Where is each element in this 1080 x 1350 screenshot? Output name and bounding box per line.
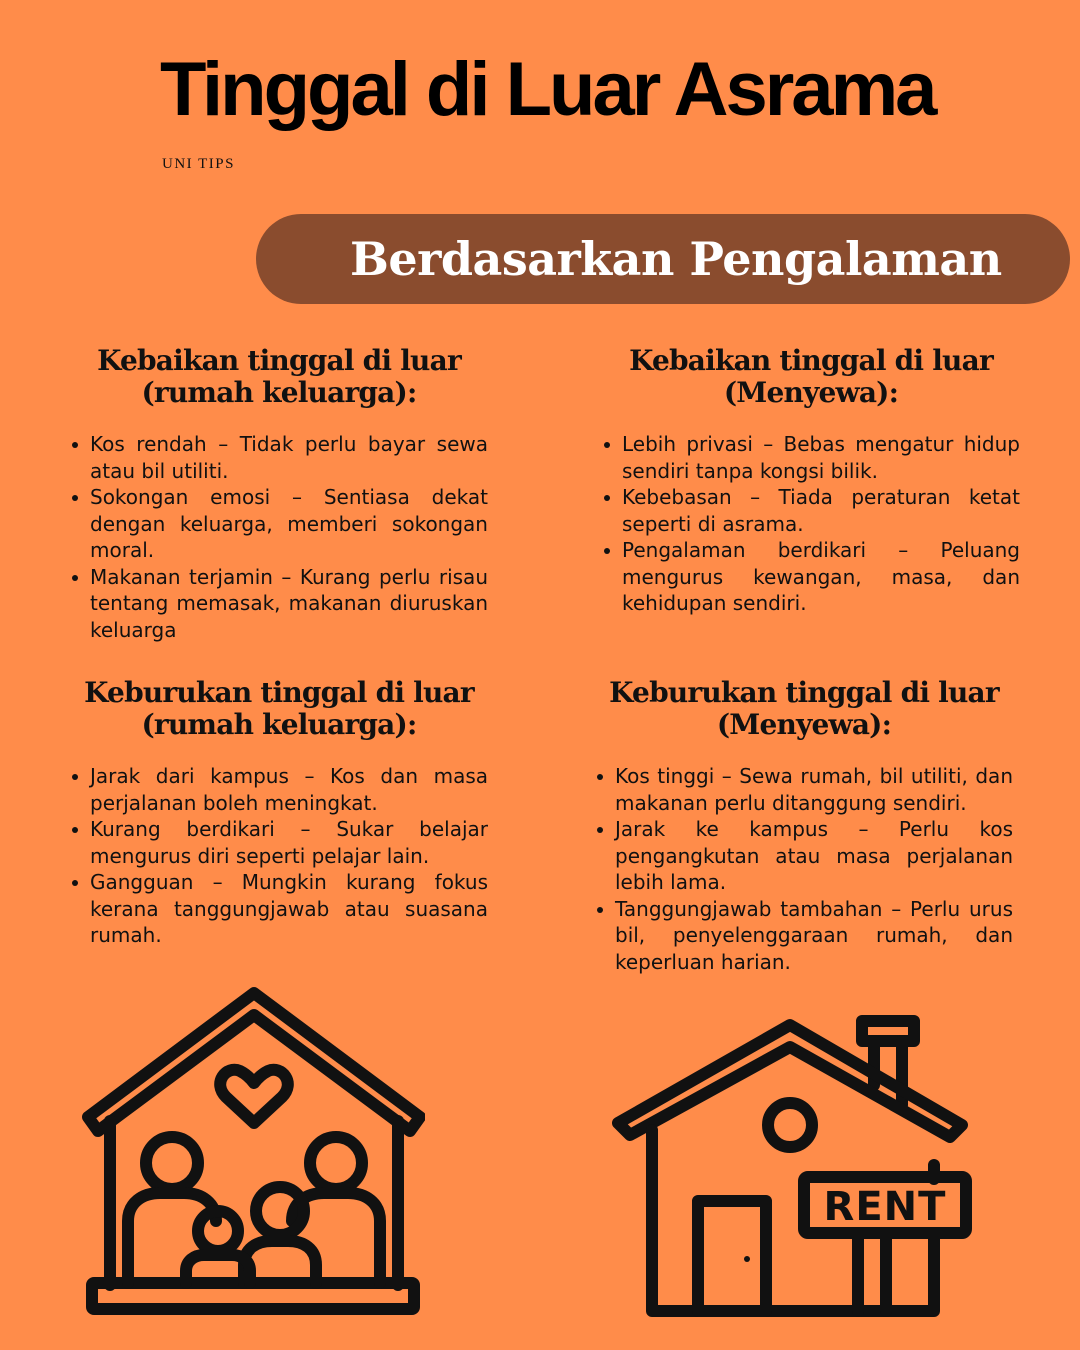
heading-line-1: Kebaikan tinggal di luar [97,344,461,377]
section-heading [70,677,488,741]
bullet-list [602,431,1020,617]
section-cons-rent [595,677,1013,975]
section-heading [70,345,488,409]
heading-line-2: (Menyewa): [723,376,899,409]
list-item: Kos rendah – Tidak perlu bayar sewa atau bil utiliti. [70,431,488,484]
heading-line-2: (rumah keluarga): [141,708,417,741]
heading-line-1: Kebaikan tinggal di luar [629,344,993,377]
bullet-list [595,763,1013,975]
banner [256,214,1070,304]
list-item: Kos tinggi – Sewa rumah, bil utiliti, dan makanan perlu ditanggung sendiri. [595,763,1013,816]
list-item: Kurang berdikari – Sukar belajar mengurus diri seperti pelajar lain. [70,816,488,869]
rent-house-icon [612,1015,974,1320]
list-item: Gangguan – Mungkin kurang fokus kerana tanggungjawab atau suasana rumah. [70,869,488,949]
banner-text: Berdasarkan Pengalaman [350,232,1002,286]
list-item: Lebih privasi – Bebas mengatur hidup sendiri tanpa kongsi bilik. [602,431,1020,484]
heading-line-2: (rumah keluarga): [141,376,417,409]
list-item: Kebebasan – Tiada peraturan ketat seperti di asrama. [602,484,1020,537]
section-pros-rent [602,345,1020,617]
heading-line-1: Keburukan tinggal di luar [609,676,999,709]
list-item: Jarak ke kampus – Perlu kos pengangkutan atau masa perjalanan lebih lama. [595,816,1013,896]
list-item: Tanggungjawab tambahan – Perlu urus bil, penyelenggaraan rumah, dan keperluan harian. [595,896,1013,976]
section-heading [602,345,1020,409]
list-item: Pengalaman berdikari – Peluang mengurus kewangan, masa, dan kehidupan sendiri. [602,537,1020,617]
brand-label: UNI TIPS [162,156,235,172]
family-house-icon [80,985,425,1320]
list-item: Jarak dari kampus – Kos dan masa perjalanan boleh meningkat. [70,763,488,816]
section-cons-family [70,677,488,949]
page-title: Tinggal di Luar Asrama [160,47,935,132]
bullet-list [70,431,488,643]
heading-line-1: Keburukan tinggal di luar [84,676,474,709]
rent-sign-text: RENT [823,1184,947,1230]
section-pros-family [70,345,488,643]
list-item: Sokongan emosi – Sentiasa dekat dengan keluarga, memberi sokongan moral. [70,484,488,564]
bullet-list [70,763,488,949]
section-heading [595,677,1013,741]
list-item: Makanan terjamin – Kurang perlu risau tentang memasak, makanan diuruskan keluarga [70,564,488,644]
heading-line-2: (Menyewa): [716,708,892,741]
